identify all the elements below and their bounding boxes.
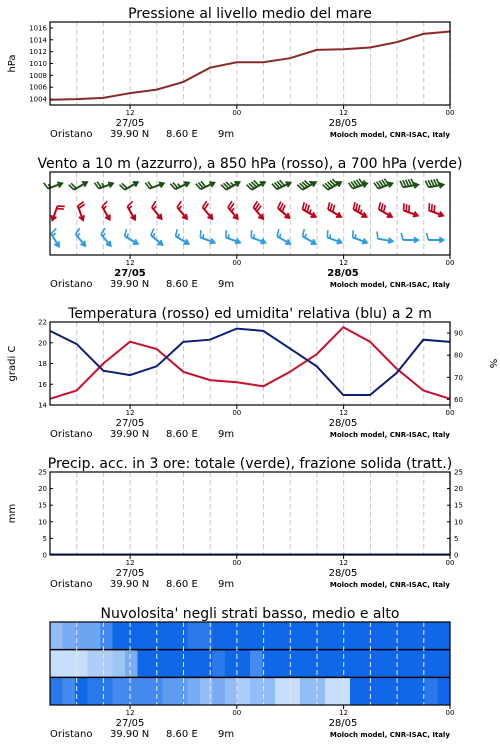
wind-feather <box>303 229 305 236</box>
wind-feather <box>200 230 201 237</box>
temperature-humidity-chart <box>7 306 498 440</box>
y-tick-label: 1008 <box>29 71 47 80</box>
location-name: Oristano <box>50 279 93 290</box>
y-axis-label: mm <box>7 503 18 524</box>
plot-frame <box>50 22 450 105</box>
y-tick-label: 16 <box>38 380 47 389</box>
wind-feather <box>427 233 429 240</box>
cloud-cell <box>225 622 238 650</box>
y-axis-label: hPa <box>7 54 18 73</box>
wind-feather <box>179 206 181 209</box>
y-tick-label: 1006 <box>29 83 47 92</box>
cloud-cell <box>325 677 338 705</box>
cloud-cell <box>325 650 338 678</box>
cloud-cell <box>388 622 401 650</box>
wind-feather <box>53 233 56 236</box>
y-tick-label: 20 <box>454 485 463 494</box>
date-label: 28/05 <box>327 268 359 279</box>
y-tick-label: 1004 <box>29 95 47 104</box>
location-elev: 9m <box>218 729 235 740</box>
x-tick-label: 12 <box>339 559 349 567</box>
x-tick-label: 00 <box>445 559 455 567</box>
y-tick-label: 15 <box>38 501 47 510</box>
date-label: 28/05 <box>328 418 358 429</box>
location-lat: 39.90 N <box>110 279 150 290</box>
cloud-cell <box>363 677 376 705</box>
cloud-cell <box>175 622 188 650</box>
cloud-cell <box>275 650 288 678</box>
cloud-cell <box>63 622 76 650</box>
cloud-cell <box>288 650 301 678</box>
date-label: 28/05 <box>328 568 358 579</box>
wind-feather <box>129 206 132 209</box>
cloud-cell <box>425 650 438 678</box>
cloud-cell <box>300 650 313 678</box>
wind-feather <box>381 204 383 211</box>
cloud-cell <box>213 650 226 678</box>
x-tick-label: 00 <box>445 709 455 717</box>
cloud-cell <box>113 650 126 678</box>
date-label: 27/05 <box>115 118 145 129</box>
pressure-chart <box>7 6 454 140</box>
date-label: 28/05 <box>328 718 358 729</box>
cloud-cell <box>325 622 338 650</box>
model-credit: Moloch model, CNR-ISAC, Italy <box>329 731 450 739</box>
cloud-cell <box>400 650 413 678</box>
location-lon: 8.60 E <box>166 429 198 440</box>
wind-feather <box>103 233 105 236</box>
cloud-cell <box>363 622 376 650</box>
date-label: 27/05 <box>115 718 145 729</box>
cloud-cell <box>125 650 138 678</box>
wind-feather <box>58 206 65 207</box>
wind-feather <box>333 205 335 212</box>
x-tick-label: 12 <box>339 409 349 417</box>
date-label: 27/05 <box>115 568 145 579</box>
cloud-cell <box>438 650 451 678</box>
x-tick-label: 00 <box>445 109 455 117</box>
x-tick-label: 12 <box>125 259 135 267</box>
cloud-cell <box>313 650 326 678</box>
y-tick-label: 10 <box>454 518 463 527</box>
model-credit: Moloch model, CNR-ISAC, Italy <box>329 281 450 289</box>
wind-feather <box>151 229 154 236</box>
cloud-cell <box>363 650 376 678</box>
wind-chart <box>37 156 462 290</box>
cloud-cell <box>50 677 63 705</box>
cloud-cell <box>100 677 113 705</box>
wind-feather <box>379 202 381 209</box>
model-credit: Moloch model, CNR-ISAC, Italy <box>329 131 450 139</box>
y-axis-label: gradi C <box>7 345 18 382</box>
y-tick-label: 5 <box>454 534 459 543</box>
y-tick-label: 1012 <box>29 48 47 57</box>
location-lat: 39.90 N <box>110 429 150 440</box>
model-credit: Moloch model, CNR-ISAC, Italy <box>329 581 450 589</box>
location-elev: 9m <box>218 279 235 290</box>
y-tick-label: 70 <box>454 373 463 382</box>
wind-feather <box>330 204 332 211</box>
cloud-cell <box>238 677 251 705</box>
cloud-cell <box>425 622 438 650</box>
location-name: Oristano <box>50 429 93 440</box>
wind-feather <box>232 208 234 211</box>
location-lat: 39.90 N <box>110 729 150 740</box>
location-lon: 8.60 E <box>166 279 198 290</box>
cloud-cell <box>88 622 101 650</box>
cloud-cell <box>125 622 138 650</box>
precipitation-chart <box>7 456 463 590</box>
x-tick-label: 12 <box>125 109 135 117</box>
location-lon: 8.60 E <box>166 729 198 740</box>
y-tick-label: 18 <box>38 360 47 368</box>
cloud-cell <box>263 622 276 650</box>
cloud-cell <box>300 622 313 650</box>
y-tick-label: 80 <box>454 351 463 360</box>
cloud-cell <box>300 677 313 705</box>
wind-feather <box>251 230 252 237</box>
wind-feather <box>327 230 328 237</box>
y-axis-label-right: % <box>487 358 498 369</box>
cloud-cell <box>50 622 63 650</box>
cloud-cell <box>138 622 151 650</box>
location-lat: 39.90 N <box>110 129 150 140</box>
x-tick-label: 00 <box>232 409 242 417</box>
wind-feather <box>77 233 79 236</box>
cloud-cell <box>188 650 201 678</box>
wind-feather <box>310 209 311 213</box>
y-tick-label: 25 <box>38 468 47 477</box>
location-elev: 9m <box>218 429 235 440</box>
location-name: Oristano <box>50 129 93 140</box>
y-tick-label: 10 <box>38 518 47 527</box>
location-name: Oristano <box>50 729 93 740</box>
cloud-cell <box>138 677 151 705</box>
cloud-cell <box>113 677 126 705</box>
cloud-cell <box>238 622 251 650</box>
chart-title: Precip. acc. in 3 ore: totale (verde), frazione solida (tratt.) <box>47 456 453 472</box>
cloud-cell <box>188 677 201 705</box>
date-label: 27/05 <box>114 268 146 279</box>
cloud-cell <box>400 677 413 705</box>
cloud-cell <box>100 650 113 678</box>
x-tick-label: 00 <box>232 709 242 717</box>
wind-feather <box>178 234 179 238</box>
wind-feather <box>358 205 360 212</box>
temperature-line <box>50 327 450 399</box>
wind-feather <box>353 230 354 237</box>
x-tick-label: 00 <box>232 559 242 567</box>
chart-title: Temperatura (rosso) ed umidita' relativa (blu) a 2 m <box>68 306 432 322</box>
wind-feather <box>102 201 107 206</box>
y-tick-label: 90 <box>454 329 463 338</box>
cloud-cell <box>288 622 301 650</box>
location-elev: 9m <box>218 129 235 140</box>
cloud-cell <box>350 622 363 650</box>
wind-feather <box>384 205 386 212</box>
cloud-cell <box>375 622 388 650</box>
location-lat: 39.90 N <box>110 579 150 590</box>
wind-feather <box>356 204 358 211</box>
wind-feather <box>328 202 330 209</box>
x-tick-label: 00 <box>232 109 242 117</box>
cloud-cell <box>275 677 288 705</box>
cloud-cell <box>350 650 363 678</box>
cloud-cell <box>188 622 201 650</box>
cloud-cell <box>163 677 176 705</box>
wind-feather <box>406 204 407 211</box>
cloud-cell <box>50 650 63 678</box>
cloud-cell <box>138 650 151 678</box>
wind-feather <box>154 206 156 209</box>
cloud-cell <box>388 650 401 678</box>
cloud-cell <box>313 622 326 650</box>
date-label: 28/05 <box>328 118 358 129</box>
location-elev: 9m <box>218 579 235 590</box>
wind-feather <box>401 233 403 240</box>
wind-feather <box>377 231 378 238</box>
y-tick-label: 1014 <box>29 36 47 45</box>
model-credit: Moloch model, CNR-ISAC, Italy <box>329 431 450 439</box>
wind-feather <box>361 209 362 213</box>
cloud-cell <box>125 677 138 705</box>
cloud-cell <box>113 622 126 650</box>
cloud-cell <box>213 677 226 705</box>
cloud-cell <box>438 622 451 650</box>
x-tick-label: 00 <box>232 259 242 267</box>
y-tick-label: 20 <box>38 485 47 494</box>
x-tick-label: 00 <box>445 259 455 267</box>
cloud-cell <box>200 622 213 650</box>
cloud-cell <box>400 622 413 650</box>
cloud-cell <box>263 677 276 705</box>
cloud-cell <box>250 677 263 705</box>
chart-title: Pressione al livello medio del mare <box>128 6 372 22</box>
location-lon: 8.60 E <box>166 579 198 590</box>
cloud-cell <box>275 622 288 650</box>
cloud-cell <box>175 650 188 678</box>
wind-feather <box>231 183 234 186</box>
wind-feather <box>305 204 307 211</box>
wind-feather <box>303 202 305 209</box>
location-name: Oristano <box>50 579 93 590</box>
y-tick-label: 25 <box>454 468 463 477</box>
cloud-cell <box>225 650 238 678</box>
wind-feather <box>409 205 410 212</box>
plot-frame <box>50 472 450 555</box>
x-tick-label: 12 <box>125 409 135 417</box>
cloud-cell <box>88 677 101 705</box>
wind-feather <box>429 203 430 210</box>
cloud-cell <box>438 677 451 705</box>
cloud-cell <box>88 650 101 678</box>
chart-title: Vento a 10 m (azzurro), a 850 hPa (rosso), a 700 hPa (verde) <box>37 156 463 172</box>
y-tick-label: 1016 <box>29 24 47 33</box>
cloud-cell <box>163 650 176 678</box>
y-tick-label: 20 <box>38 339 47 348</box>
y-tick-label: 1010 <box>29 60 47 68</box>
cloud-cell <box>375 650 388 678</box>
chart-title: Nuvolosita' negli strati basso, medio e alto <box>100 606 400 622</box>
cloud-cell <box>213 622 226 650</box>
wind-feather <box>57 209 64 210</box>
x-tick-label: 12 <box>339 259 349 267</box>
y-tick-label: 5 <box>42 534 47 543</box>
cloud-cell <box>250 650 263 678</box>
date-label: 27/05 <box>115 418 145 429</box>
wind-feather <box>280 234 281 238</box>
cloud-cell <box>250 622 263 650</box>
cloud-cell <box>63 650 76 678</box>
cloud-cell <box>100 622 113 650</box>
cloud-cell <box>175 677 188 705</box>
wind-feather <box>176 229 178 236</box>
wind-feather <box>353 202 355 209</box>
cloud-cell <box>375 677 388 705</box>
cloud-cell <box>425 677 438 705</box>
x-tick-label: 12 <box>125 559 135 567</box>
y-tick-label: 60 <box>454 395 463 404</box>
cloud-cell <box>200 677 213 705</box>
location-lon: 8.60 E <box>166 129 198 140</box>
wind-feather <box>432 204 433 211</box>
wind-feather <box>127 234 128 238</box>
plot-frame <box>50 322 450 405</box>
pressure-line <box>50 32 450 100</box>
cloud-cell <box>288 677 301 705</box>
cloud-cell <box>63 677 76 705</box>
y-tick-label: 0 <box>42 551 47 560</box>
wind-feather <box>153 233 155 237</box>
cloud-cell <box>238 650 251 678</box>
y-tick-label: 0 <box>454 551 459 560</box>
cloud-cell <box>313 677 326 705</box>
cloud-cell <box>350 677 363 705</box>
x-tick-label: 12 <box>339 709 349 717</box>
wind-feather <box>125 229 127 236</box>
wind-feather <box>44 183 48 189</box>
wind-feather <box>277 229 279 236</box>
wind-feather <box>226 230 227 237</box>
wind-feather <box>305 234 306 238</box>
wind-feather <box>51 228 56 233</box>
x-tick-label: 12 <box>125 709 135 717</box>
cloud-cover-chart <box>50 606 454 740</box>
x-tick-label: 12 <box>339 109 349 117</box>
cloud-cell <box>163 622 176 650</box>
cloud-cell <box>200 650 213 678</box>
wind-feather <box>307 205 309 212</box>
y-tick-label: 14 <box>38 401 47 410</box>
y-tick-label: 22 <box>38 318 47 327</box>
x-tick-label: 00 <box>445 409 455 417</box>
wind-feather <box>178 184 181 187</box>
wind-feather <box>404 203 405 210</box>
y-tick-label: 15 <box>454 501 463 510</box>
cloud-cell <box>225 677 238 705</box>
cloud-cell <box>388 677 401 705</box>
wind-feather <box>434 205 435 212</box>
cloud-cell <box>263 650 276 678</box>
